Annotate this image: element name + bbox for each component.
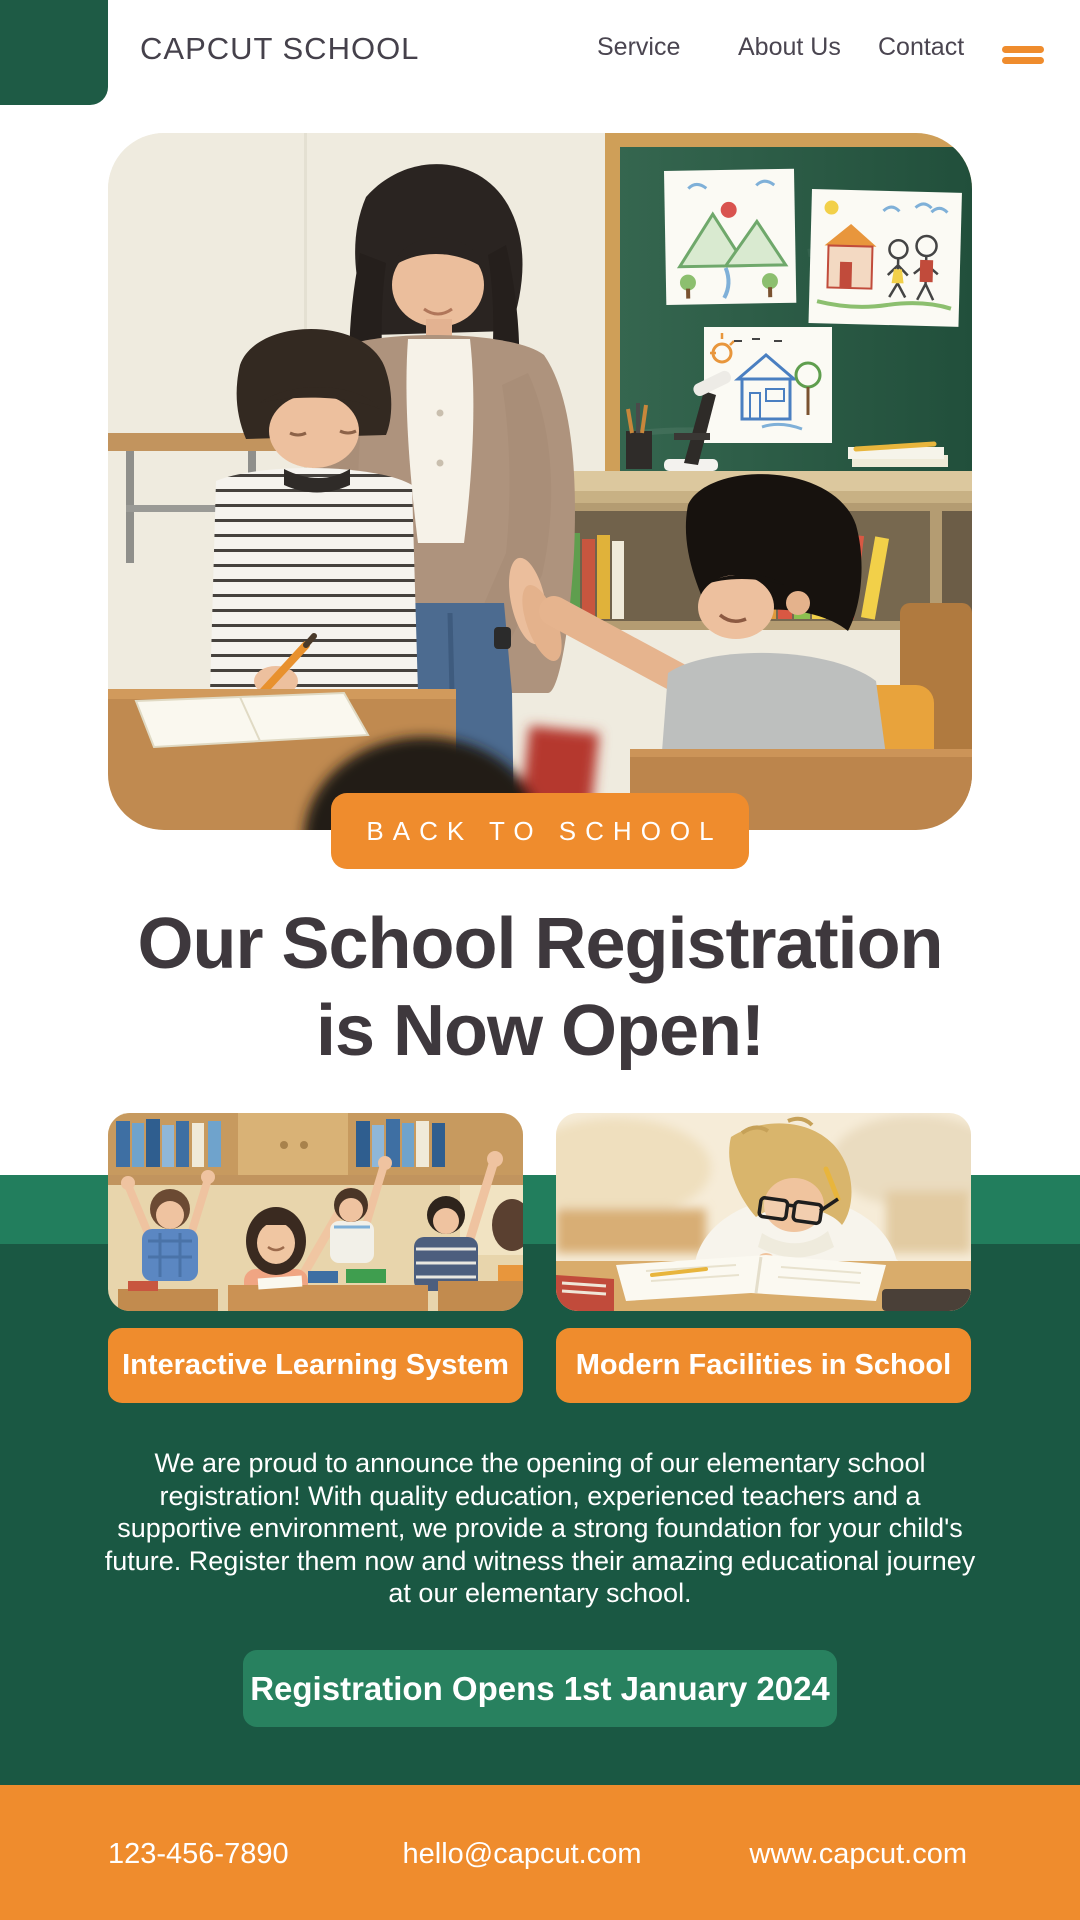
page-title-line1: Our School Registration xyxy=(137,904,943,984)
feature-button-interactive-learning[interactable]: Interactive Learning System xyxy=(108,1328,523,1403)
feature-image-modern-facilities xyxy=(556,1113,971,1311)
page-title-line2: is Now Open! xyxy=(315,991,765,1071)
footer-email[interactable]: hello@capcut.com xyxy=(402,1838,642,1870)
logo-wordmark[interactable]: CAPCUT SCHOOL xyxy=(140,31,420,66)
hamburger-icon[interactable] xyxy=(1002,46,1044,64)
back-to-school-button[interactable]: BACK TO SCHOOL xyxy=(331,793,749,869)
hero-image xyxy=(108,133,972,830)
footer-website[interactable]: www.capcut.com xyxy=(749,1838,967,1870)
boy-writing-illustration xyxy=(556,1113,971,1311)
classroom-illustration xyxy=(108,133,972,830)
registration-cta-button[interactable]: Registration Opens 1st January 2024 xyxy=(243,1650,837,1727)
footer-phone[interactable]: 123-456-7890 xyxy=(108,1838,289,1870)
about-paragraph: We are proud to announce the opening of our elementary school registration! With quality education, experienced teachers and a supportive environment, we provide a strong foundation for your child's future. Register them now and witness their amazing educational journey at our elementary school. xyxy=(104,1448,976,1608)
header-corner-accent xyxy=(0,0,108,105)
feature-button-modern-facilities[interactable]: Modern Facilities in School xyxy=(556,1328,971,1403)
page-title xyxy=(0,901,1080,1075)
nav-item-about-us[interactable]: About Us xyxy=(738,33,841,61)
feature-image-interactive-learning xyxy=(108,1113,523,1311)
nav-item-service[interactable]: Service xyxy=(597,33,681,61)
header xyxy=(0,0,1080,105)
kids-raising-hands-illustration xyxy=(108,1113,523,1311)
nav-item-contact[interactable]: Contact xyxy=(878,33,965,61)
